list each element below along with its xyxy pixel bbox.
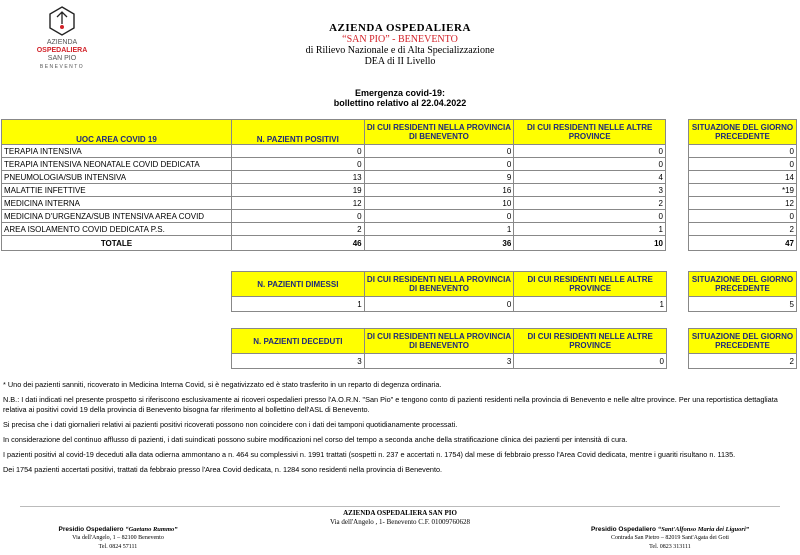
footer-center-name: AZIENDA OSPEDALIERA SAN PIO [343,509,457,517]
benevento-cell: 3 [364,354,514,369]
footer-left-phone: Tel. 0824 57111 [98,544,138,550]
hospital-logo [22,4,102,82]
previous-cell: *19 [689,184,797,197]
positivi-cell: 0 [231,145,364,158]
footer-center-address: Via dell'Angelo , 1- Benevento C.F. 01009760628 [329,517,471,526]
footer-left [38,525,198,552]
benevento-cell: 1 [364,223,514,236]
hexagon-logo-icon [45,4,79,38]
previous-total: 47 [689,236,797,251]
total-altre: 10 [514,236,666,251]
ward-name: MALATTIE INFETTIVE [2,184,232,197]
footer-left-title: Presidio Ospedaliero [58,526,124,533]
header-line-3: di Rilievo Nazionale e di Alta Specializzazione [305,45,495,56]
deceduti-cell: 3 [232,354,365,369]
note-paragraph: * Uno dei pazienti sanniti, ricoverato in Medicina Interna Covid, si è negativizzato ed è stato trasferito in un reparto di degenza ordinaria. [3,380,442,389]
dimessi-cell: 1 [232,297,365,312]
note-paragraph: I pazienti positivi al covid-19 deceduti alla data odierna ammontano a n. 464 su complessivi n. 1991 trattati (sospetti n. 237 e accertati n. 1754) dal mese di febbraio presso l'Area Covid dedicata, mentre i guariti risultano n. 1135. [3,449,736,459]
footer-right [570,525,770,552]
table-row [2,171,666,184]
covid-ward-table [1,119,666,251]
previous-cell: 0 [689,158,797,171]
col-header-altre: DI CUI RESIDENTI NELLE ALTRE PROVINCE [514,272,667,297]
footer-right-address: Contrada San Pietro – 82019 Sant'Agata dei Goti [611,535,729,541]
footer-right-name: “Sant'Alfonso Maria dei Liguori” [657,526,750,533]
document-header [230,23,570,67]
footer-divider [20,506,780,507]
table-row [2,197,666,210]
altre-cell: 0 [514,210,666,223]
col-header-previous: SITUAZIONE DEL GIORNO PRECEDENTE [689,272,797,297]
ward-name: MEDICINA INTERNA [2,197,232,210]
table-row [2,210,666,223]
altre-cell: 2 [514,197,666,210]
altre-cell: 3 [514,184,666,197]
bulletin-title [230,88,570,108]
previous-cell: 0 [689,210,797,223]
footer-center [250,509,550,526]
col-header-benevento: DI CUI RESIDENTI NELLA PROVINCIA DI BENEVENTO [364,272,514,297]
total-row [2,236,666,251]
bulletin-line-1: Emergenza covid-19: [354,88,446,98]
footer-left-address: Via dell'Angelo, 1 – 82100 Benevento [72,535,164,541]
ward-name: PNEUMOLOGIA/SUB INTENSIVA [2,171,232,184]
footer-right-title: Presidio Ospedaliero [590,526,656,533]
logo-line-1: AZIENDA [46,39,78,46]
total-benevento: 36 [364,236,514,251]
table-row [2,145,666,158]
deceased-table [231,328,667,369]
col-header-positivi: N. PAZIENTI POSITIVI [231,120,364,145]
positivi-cell: 0 [231,210,364,223]
ward-name: AREA ISOLAMENTO COVID DEDICATA P.S. [2,223,232,236]
altre-cell: 0 [514,354,667,369]
total-positivi: 46 [231,236,364,251]
logo-line-4: BENEVENTO [39,64,85,70]
logo-line-3: SAN PIO [47,55,77,62]
header-title: AZIENDA OSPEDALIERA [329,22,471,34]
benevento-cell: 16 [364,184,514,197]
previous-cell: 2 [689,354,797,369]
benevento-cell: 0 [364,210,514,223]
note-paragraph: In considerazione del continuo afflusso di pazienti, i dati suindicati possono subire modificazioni nel corso del tempo a seconda anche della stratificazione clinica dei pazienti per intensità di cura. [3,434,628,444]
positivi-cell: 12 [231,197,364,210]
discharged-table [231,271,667,312]
discharged-previous-table [688,271,797,312]
header-line-4: DEA di II Livello [364,56,436,67]
col-header-altre: DI CUI RESIDENTI NELLE ALTRE PROVINCE [514,120,666,145]
ward-name: TERAPIA INTENSIVA NEONATALE COVID DEDICATA [2,158,232,171]
notes-section [3,380,795,480]
ward-name: TERAPIA INTENSIVA [2,145,232,158]
deceased-previous-table [688,328,797,369]
footer-left-name: “Gaetano Rummo” [125,526,178,533]
benevento-cell: 10 [364,197,514,210]
table-row [2,223,666,236]
footer-right-phone: Tel. 0823 313111 [649,544,691,550]
ward-rows [2,145,666,251]
col-header-previous: SITUAZIONE DEL GIORNO PRECEDENTE [689,120,797,145]
previous-cell: 5 [689,297,797,312]
ward-name: MEDICINA D'URGENZA/SUB INTENSIVA AREA COVID [2,210,232,223]
note-paragraph: Dei 1754 pazienti accertati positivi, trattati da febbraio presso l'Area Covid dedicata, n. 1284 sono residenti nella provincia di Benevento. [3,465,443,475]
bulletin-line-2: bollettino relativo al 22.04.2022 [333,98,467,108]
table-row [2,158,666,171]
table-row [2,184,666,197]
col-header-benevento: DI CUI RESIDENTI NELLA PROVINCIA DI BENEVENTO [364,120,514,145]
col-header-previous: SITUAZIONE DEL GIORNO PRECEDENTE [689,329,797,354]
altre-cell: 0 [514,158,666,171]
benevento-cell: 0 [364,297,514,312]
positivi-cell: 13 [231,171,364,184]
benevento-cell: 9 [364,171,514,184]
previous-cell: 12 [689,197,797,210]
header-subtitle: “SAN PIO” - BENEVENTO [342,34,458,45]
altre-cell: 1 [514,223,666,236]
col-header-uoc: UOC AREA COVID 19 [2,120,232,145]
positivi-cell: 2 [231,223,364,236]
col-header-altre: DI CUI RESIDENTI NELLE ALTRE PROVINCE [514,329,667,354]
benevento-cell: 0 [364,158,514,171]
table-header-row [2,120,666,145]
note-paragraph: Si precisa che i dati giornalieri relativi ai pazienti positivi ricoverati possono non coincidere con i dati dei tamponi quotidianamente processati. [3,419,458,429]
previous-day-table [688,119,797,251]
col-header-dimessi: N. PAZIENTI DIMESSI [232,272,365,297]
benevento-cell: 0 [364,145,514,158]
altre-cell: 0 [514,145,666,158]
positivi-cell: 0 [231,158,364,171]
altre-cell: 4 [514,171,666,184]
positivi-cell: 19 [231,184,364,197]
previous-cell: 0 [689,145,797,158]
col-header-benevento: DI CUI RESIDENTI NELLA PROVINCIA DI BENEVENTO [364,329,514,354]
previous-cell: 14 [689,171,797,184]
col-header-deceduti: N. PAZIENTI DECEDUTI [232,329,365,354]
table-row [232,297,667,312]
note-paragraph: N.B.: I dati indicati nel presente prospetto si riferiscono esclusivamente ai ricoveri ospedalieri presso l'A.O.R.N. "San Pio" e tengono conto di pazienti residenti nella provincia di Benevento e nelle altre province. Per una reportistica dettagliata relativa ai positivi covid 19 della provincia di Benevento bisogna far riferimento al bollettino dell'ASL di Benevento. [3,395,778,414]
previous-cell: 2 [689,223,797,236]
total-label: TOTALE [2,236,232,251]
altre-cell: 1 [514,297,667,312]
table-row [232,354,667,369]
logo-line-2: OSPEDALIERA [36,47,88,54]
